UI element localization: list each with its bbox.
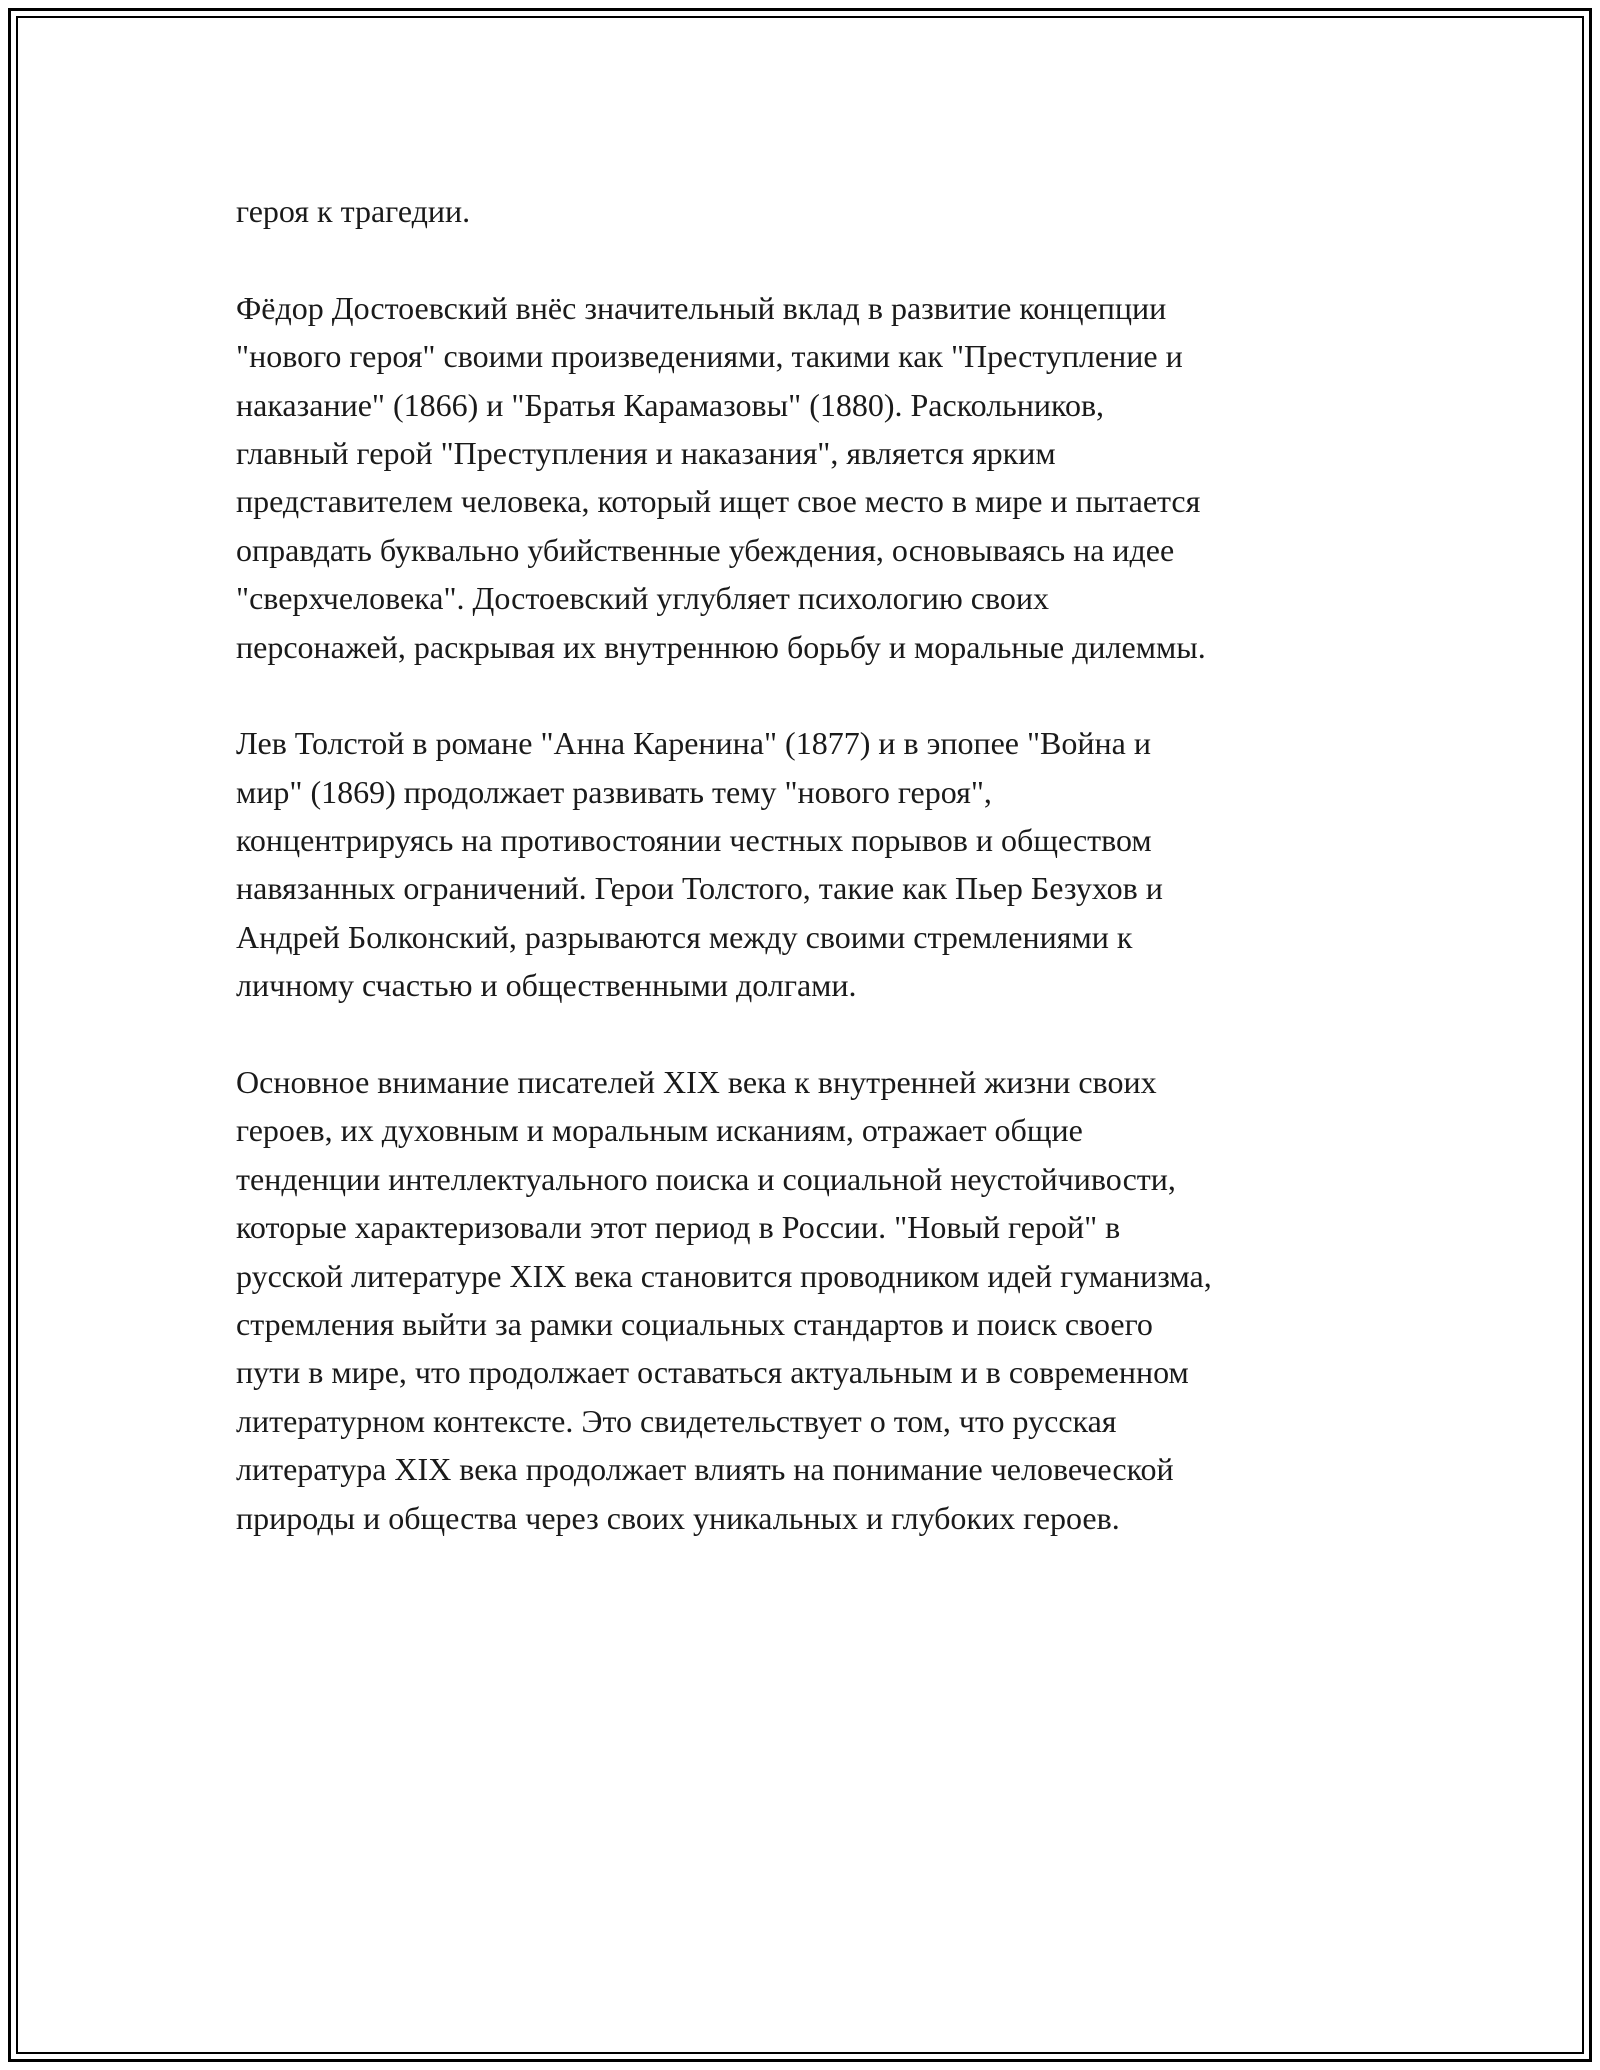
text-line: героя к трагедии. [236, 193, 471, 229]
text-line: русской литературе XIX века становится проводником идей гуманизма, [236, 1257, 1212, 1294]
paragraph-3 [236, 719, 1386, 1009]
paragraph-gap [236, 235, 1386, 283]
text-line: концентрируясь на противостоянии честных порывов и обществом [236, 822, 1152, 859]
text-line: стремления выйти за рамки социальных стандартов и поиск своего [236, 1305, 1153, 1342]
text-line: природы и общества через своих уникальных и глубоких героев. [236, 1499, 1120, 1536]
text-line: Фёдор Достоевский внёс значительный вклад в развитие концепции [236, 289, 1167, 326]
text-line: литература XIX века продолжает влиять на понимание человеческой [236, 1451, 1174, 1488]
text-line: представителем человека, который ищет свое место в мире и пытается [236, 483, 1201, 520]
text-line: мир" (1869) продолжает развивать тему "нового героя", [236, 773, 992, 810]
text-line: Лев Толстой в романе "Анна Каренина" (1877) и в эпопее "Война и [236, 725, 1151, 762]
text-line: "нового героя" своими произведениями, такими как "Преступление и [236, 338, 1183, 375]
text-line: оправдать буквально убийственные убеждения, основываясь на идее [236, 531, 1175, 568]
text-line: героев, их духовным и моральным исканиям, отражает общие [236, 1112, 1083, 1149]
text-line: главный герой "Преступления и наказания", является ярким [236, 434, 1056, 471]
text-line: наказание" (1866) и "Братья Карамазовы" (1880). Раскольников, [236, 386, 1105, 423]
text-line: персонажей, раскрывая их внутреннюю борьбу и моральные дилеммы. [236, 628, 1206, 665]
paragraph-4 [236, 1058, 1386, 1542]
paragraph-gap [236, 1010, 1386, 1058]
document-body [236, 187, 1386, 1542]
text-line: тенденции интеллектуального поиска и социальной неустойчивости, [236, 1160, 1176, 1197]
text-line: "сверхчеловека". Достоевский углубляет психологию своих [236, 580, 1049, 617]
text-line: Андрей Болконский, разрываются между своими стремлениями к [236, 918, 1133, 955]
text-line: навязанных ограничений. Герои Толстого, такие как Пьер Безухов и [236, 870, 1163, 907]
text-line: литературном контексте. Это свидетельствует о том, что русская [236, 1402, 1117, 1439]
text-line: которые характеризовали этот период в России. "Новый герой" в [236, 1209, 1121, 1246]
text-line: личному счастью и общественными долгами. [236, 967, 857, 1004]
text-line: пути в мире, что продолжает оставаться актуальным и в современном [236, 1354, 1189, 1391]
paragraph-1 [236, 187, 1386, 235]
paragraph-2 [236, 284, 1386, 671]
paragraph-gap [236, 671, 1386, 719]
text-line: Основное внимание писателей XIX века к внутренней жизни своих [236, 1064, 1157, 1101]
